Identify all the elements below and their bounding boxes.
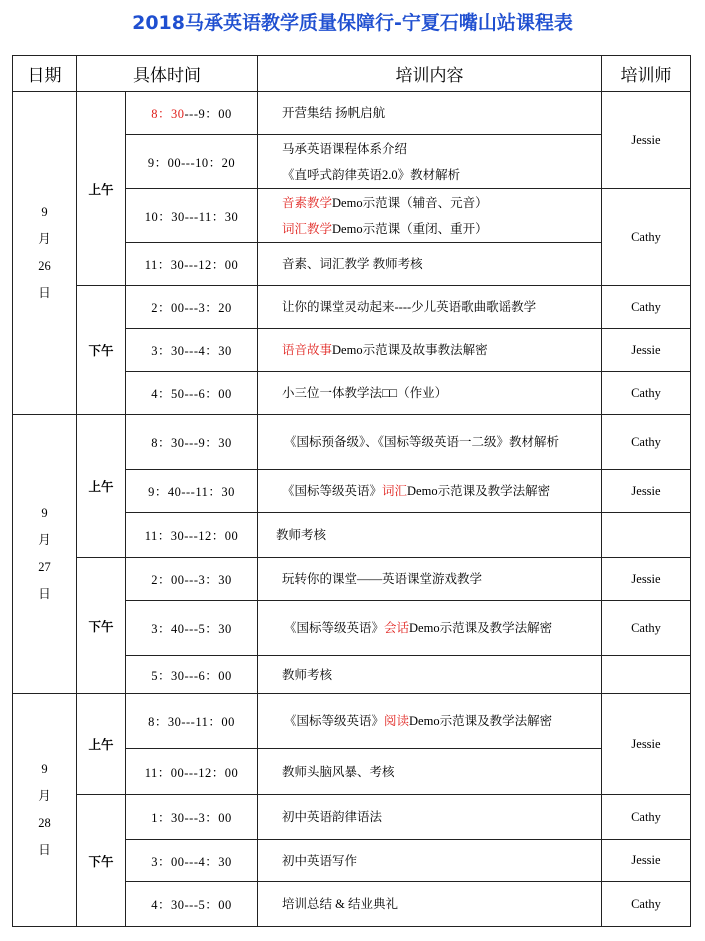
header-row xyxy=(13,56,691,92)
time-cell: 3：30---4：30 xyxy=(126,329,258,372)
content-cell: 开营集结 扬帆启航 xyxy=(258,92,602,135)
header-date: 日期 xyxy=(13,56,77,92)
table-row xyxy=(13,694,691,749)
content-cell: 《国标等级英语》词汇Demo示范课及教学法解密 xyxy=(258,470,602,513)
content-cell: 玩转你的课堂——英语课堂游戏教学 xyxy=(258,558,602,601)
table-row xyxy=(13,795,691,840)
page-title: 2018马承英语教学质量保障行-宁夏石嘴山站课程表 xyxy=(132,12,573,34)
content-cell: 马承英语课程体系介绍 《直呼式韵律英语2.0》教材解析 xyxy=(258,135,602,189)
trainer-cell: Cathy xyxy=(602,882,691,927)
time-cell: 9：00---10：20 xyxy=(126,135,258,189)
date-cell-28: 9 月 28 日 xyxy=(13,694,77,927)
header-time: 具体时间 xyxy=(77,56,258,92)
period-pm: 下午 xyxy=(77,286,126,415)
content-cell: 《国标等级英语》会话Demo示范课及教学法解密 xyxy=(258,601,602,656)
period-pm: 下午 xyxy=(77,558,126,694)
trainer-cell: Cathy xyxy=(602,415,691,470)
trainer-cell: Cathy xyxy=(602,189,691,286)
trainer-cell: Jessie xyxy=(602,329,691,372)
content-cell: 小三位一体教学法□□（作业） xyxy=(258,372,602,415)
time-cell: 8：30---11：00 xyxy=(126,694,258,749)
time-cell: 11：30---12：00 xyxy=(126,513,258,558)
trainer-cell: Jessie xyxy=(602,470,691,513)
trainer-cell: Jessie xyxy=(602,694,691,795)
content-cell: 音素、词汇教学 教师考核 xyxy=(258,243,602,286)
schedule-table xyxy=(12,55,691,927)
content-cell: 《国标预备级》、《国标等级英语一二级》教材解析 xyxy=(258,415,602,470)
table-row xyxy=(13,92,691,135)
time-cell: 3：40---5：30 xyxy=(126,601,258,656)
trainer-cell xyxy=(602,656,691,694)
content-cell: 《国标等级英语》阅读Demo示范课及教学法解密 xyxy=(258,694,602,749)
period-pm: 下午 xyxy=(77,795,126,927)
period-am: 上午 xyxy=(77,415,126,558)
date-cell-27: 9 月 27 日 xyxy=(13,415,77,694)
table-row xyxy=(13,415,691,470)
time-cell: 9：40---11：30 xyxy=(126,470,258,513)
time-cell: 4：30---5：00 xyxy=(126,882,258,927)
trainer-cell xyxy=(602,513,691,558)
content-cell: 语音故事Demo示范课及故事教法解密 xyxy=(258,329,602,372)
time-cell: 8：30---9：30 xyxy=(126,415,258,470)
trainer-cell: Jessie xyxy=(602,558,691,601)
content-cell: 初中英语韵律语法 xyxy=(258,795,602,840)
date-cell-26: 9 月 26 日 xyxy=(13,92,77,415)
period-am: 上午 xyxy=(77,92,126,286)
table-row xyxy=(13,286,691,329)
table-row xyxy=(13,558,691,601)
time-cell: 2：00---3：30 xyxy=(126,558,258,601)
time-cell: 11：00---12：00 xyxy=(126,749,258,795)
time-cell: 5：30---6：00 xyxy=(126,656,258,694)
trainer-cell: Cathy xyxy=(602,795,691,840)
time-cell: 10：30---11：30 xyxy=(126,189,258,243)
content-cell: 让你的课堂灵动起来----少儿英语歌曲歌谣教学 xyxy=(258,286,602,329)
header-content: 培训内容 xyxy=(258,56,602,92)
trainer-cell: Cathy xyxy=(602,372,691,415)
trainer-cell: Cathy xyxy=(602,286,691,329)
trainer-cell: Jessie xyxy=(602,840,691,882)
time-cell: 3：00---4：30 xyxy=(126,840,258,882)
time-cell: 8：30---9：00 xyxy=(126,92,258,135)
trainer-cell: Cathy xyxy=(602,601,691,656)
content-cell: 教师头脑风暴、考核 xyxy=(258,749,602,795)
content-cell: 教师考核 xyxy=(258,656,602,694)
time-cell: 2：00---3：20 xyxy=(126,286,258,329)
content-cell: 音素教学Demo示范课（辅音、元音） 词汇教学Demo示范课（重闭、重开） xyxy=(258,189,602,243)
time-cell: 4：50---6：00 xyxy=(126,372,258,415)
content-cell: 教师考核 xyxy=(258,513,602,558)
time-cell: 11：30---12：00 xyxy=(126,243,258,286)
content-cell: 初中英语写作 xyxy=(258,840,602,882)
period-am: 上午 xyxy=(77,694,126,795)
trainer-cell: Jessie xyxy=(602,92,691,189)
time-cell: 1：30---3：00 xyxy=(126,795,258,840)
content-cell: 培训总结 & 结业典礼 xyxy=(258,882,602,927)
header-trainer: 培训师 xyxy=(602,56,691,92)
